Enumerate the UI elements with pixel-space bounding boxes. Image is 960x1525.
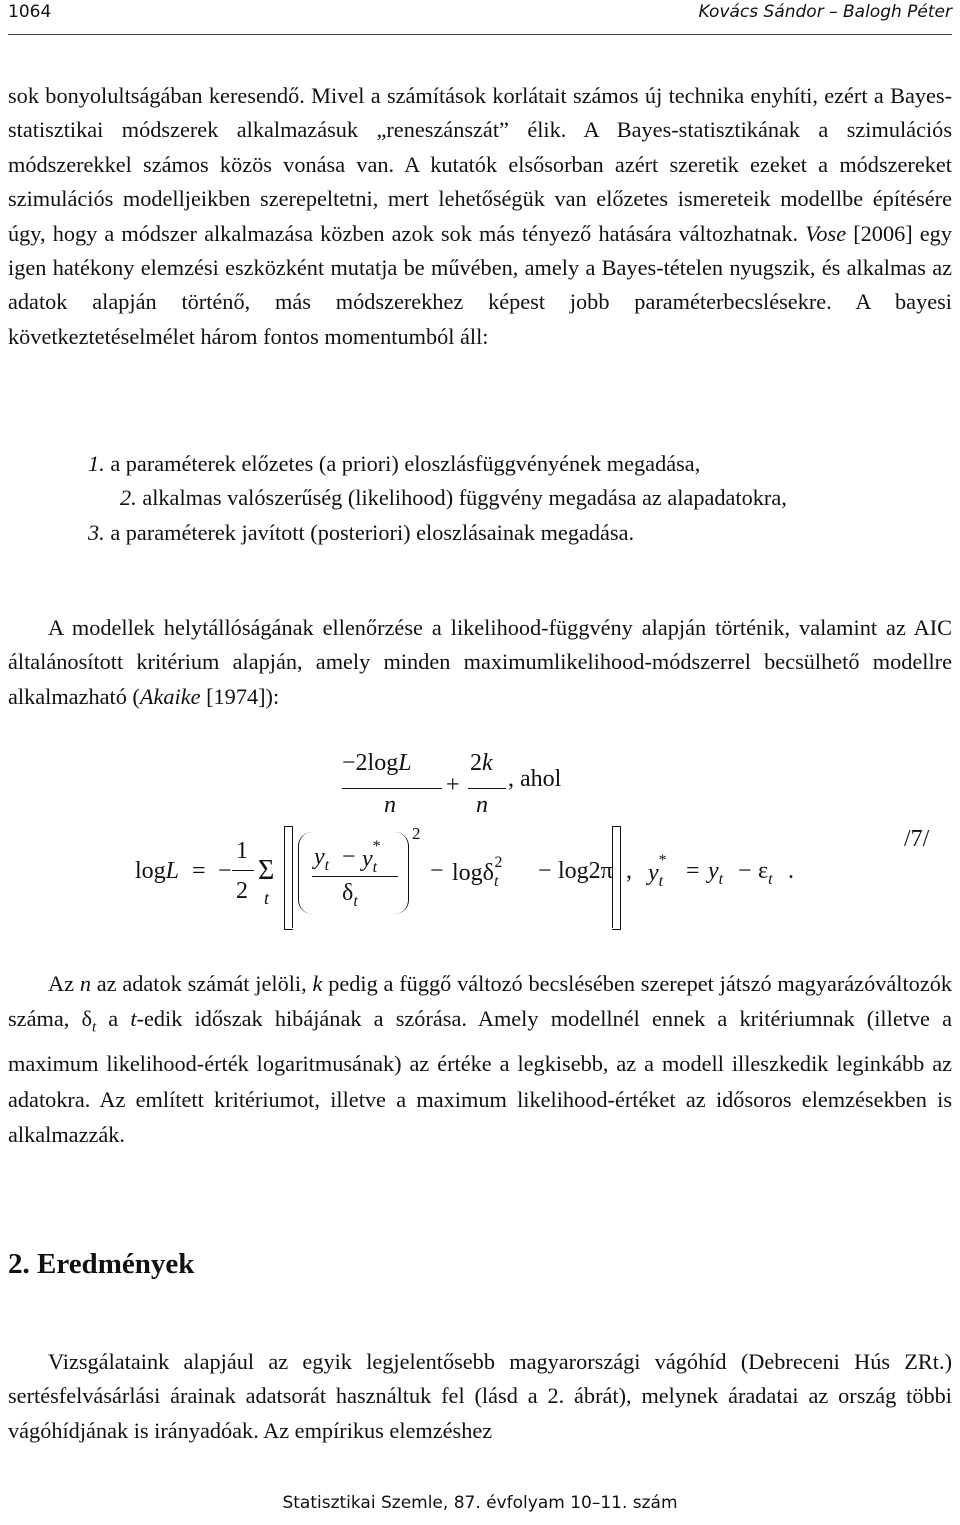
section-heading: 2. Eredmények (8, 1248, 195, 1280)
symbol-delta-t: $\delta_t$ (81, 1006, 97, 1036)
eq-log2pi: log2π (558, 858, 613, 884)
paren-right (394, 832, 409, 914)
citation-vose: Vose (805, 220, 847, 246)
running-head-authors: Kovács Sándor – Balogh Péter (698, 2, 952, 22)
fraction-bar (468, 788, 506, 789)
list-item (8, 481, 952, 515)
citation-akaike: Akaike (139, 683, 201, 709)
eq-y-star-2: $y^*_t$ (648, 852, 667, 890)
body-paragraph-2 (8, 611, 952, 714)
list-number: 3. (88, 519, 105, 545)
eq-ahol: , ahol (508, 766, 562, 792)
header-rule (8, 34, 952, 35)
eq-minus-5: − (738, 858, 752, 884)
running-footer: Statisztikai Szemle, 87. évfolyam 10–11. szám (282, 1493, 678, 1513)
eq-comma: , (626, 858, 632, 884)
list-number: 1. (88, 451, 105, 476)
eq-numerator-1: −2logL (342, 750, 412, 776)
fraction-bar (342, 788, 442, 789)
symbol-k: k (312, 971, 323, 996)
eq-minus-2: − (342, 844, 356, 870)
running-header (8, 2, 952, 28)
body-paragraph-3: Az n az adatok számát jelöli, k pedig a függő változó becslésében szerepet játszó magyarázóváltozók száma, $\delta_t$ a t-edik időszak hibájának a szórása. Amely modellnél ennek a kritériumnak (illetve a maximum likelihood-érték logaritmusának) az értéke a legkisebb, az a modell illeszkedik leginkább az adatokra. Az említett kritériumot, illetve a maximum likelihood-értéket az idősoros elemzésekben is alkalmazzák. (8, 971, 953, 1148)
eq-minus-4: − (538, 858, 552, 884)
page-number: 1064 (8, 2, 52, 22)
eq-y-t: $y_t$ (314, 844, 330, 874)
symbol-n: n (79, 971, 91, 996)
equation-number: /7/ (904, 826, 930, 852)
eq-sum-index: t (264, 888, 270, 908)
eq-plus: + (446, 772, 460, 798)
fraction-bar (232, 870, 254, 871)
eq-equals-2: = (686, 858, 700, 884)
para1-text: sok bonyolultságában keresendő. Mivel a számítások korlátait számos új technika enyhíti, ezért a Bayes-statisztikai módszerek alkalmazásuk „reneszánszát” élik. A Bayes-statisztikának a szimulációs módszerekkel számos közös vonása van. A kutatók elsősorban azért szeretik ezeket a módszereket szimulációs modelljeikben szerepeltetni, mert lehetőségük van előzetes ismereteik modellbe építésére úgy, hogy a módszer alkalmazása közben azok sok más tényező hatására változhatnak. (8, 83, 952, 246)
list-text: alkalmas valószerűség (likelihood) függvény megadása az alapadatokra, (142, 485, 787, 511)
bracket-right-inner (606, 826, 613, 928)
eq-numerator-2: 2k (470, 750, 493, 776)
eq-half-den: 2 (236, 878, 248, 904)
eq-square: 2 (412, 824, 421, 843)
eq-y-star: $y^*_t$ (362, 838, 381, 876)
eq-y-t-2: $y_t$ (708, 858, 724, 888)
symbol-t: t (130, 1006, 137, 1032)
eq-period: . (788, 858, 794, 884)
eq-denominator-1: n (384, 792, 396, 818)
list-number: 2. (120, 485, 137, 511)
para1-rest: [2006] egy igen hatékony elemzési eszközként mutatja be művében, amely a Bayes-tételen nyugszik, és alkalmas az adatok alapján történő, más módszerekhez képest jobb paraméterbecslésekre. A bayesi következtetéselmélet három fontos momentumból áll: (8, 220, 952, 349)
para2-text: A modellek helytállóságának ellenőrzése a likelihood-függvény alapján történik, valamint az AIC általánosított kritérium alapján, amely minden maximumlikelihood-módszerrel becsülhető modellre alkalmazható ( (8, 615, 952, 709)
numbered-list (8, 447, 952, 550)
bracket-right (612, 826, 621, 930)
eq-minus-3: − (430, 858, 444, 884)
body-paragraph-4: Vizsgálataink alapjául az egyik legjelentősebb magyarországi vágóhíd (Debreceni Hús ZRt.) sertésfelvásárlási árainak adatsorát használtuk fel (lásd a 2. ábrát), melynek áradatai az ország többi vágóhídjának is irányadóak. Az empírikus elemzéshez (8, 1349, 952, 1443)
eq-denominator-2: n (476, 792, 488, 818)
eq-half-num: 1 (236, 838, 248, 864)
eq-minus: − (218, 858, 232, 884)
list-item (8, 516, 952, 550)
eq-delta-t: $\delta_t$ (342, 880, 358, 910)
eq-logL: logL (135, 858, 180, 884)
fraction-bar (312, 876, 398, 877)
eq-logdelta: logδ$_t^2$ (452, 854, 503, 890)
list-text: a paraméterek előzetes (a priori) eloszlásfüggvényének megadása, (110, 451, 701, 476)
para2-tail: [1974]): (206, 683, 280, 709)
paren-left (298, 832, 313, 914)
list-item (8, 447, 952, 481)
eq-epsilon-t: $\varepsilon_t$ (758, 858, 773, 888)
body-paragraph-1 (8, 79, 952, 354)
eq-sum: Σ (258, 855, 275, 886)
list-text: a paraméterek javított (posteriori) eloszlásainak megadása. (110, 519, 635, 545)
eq-equals: = (192, 858, 206, 884)
